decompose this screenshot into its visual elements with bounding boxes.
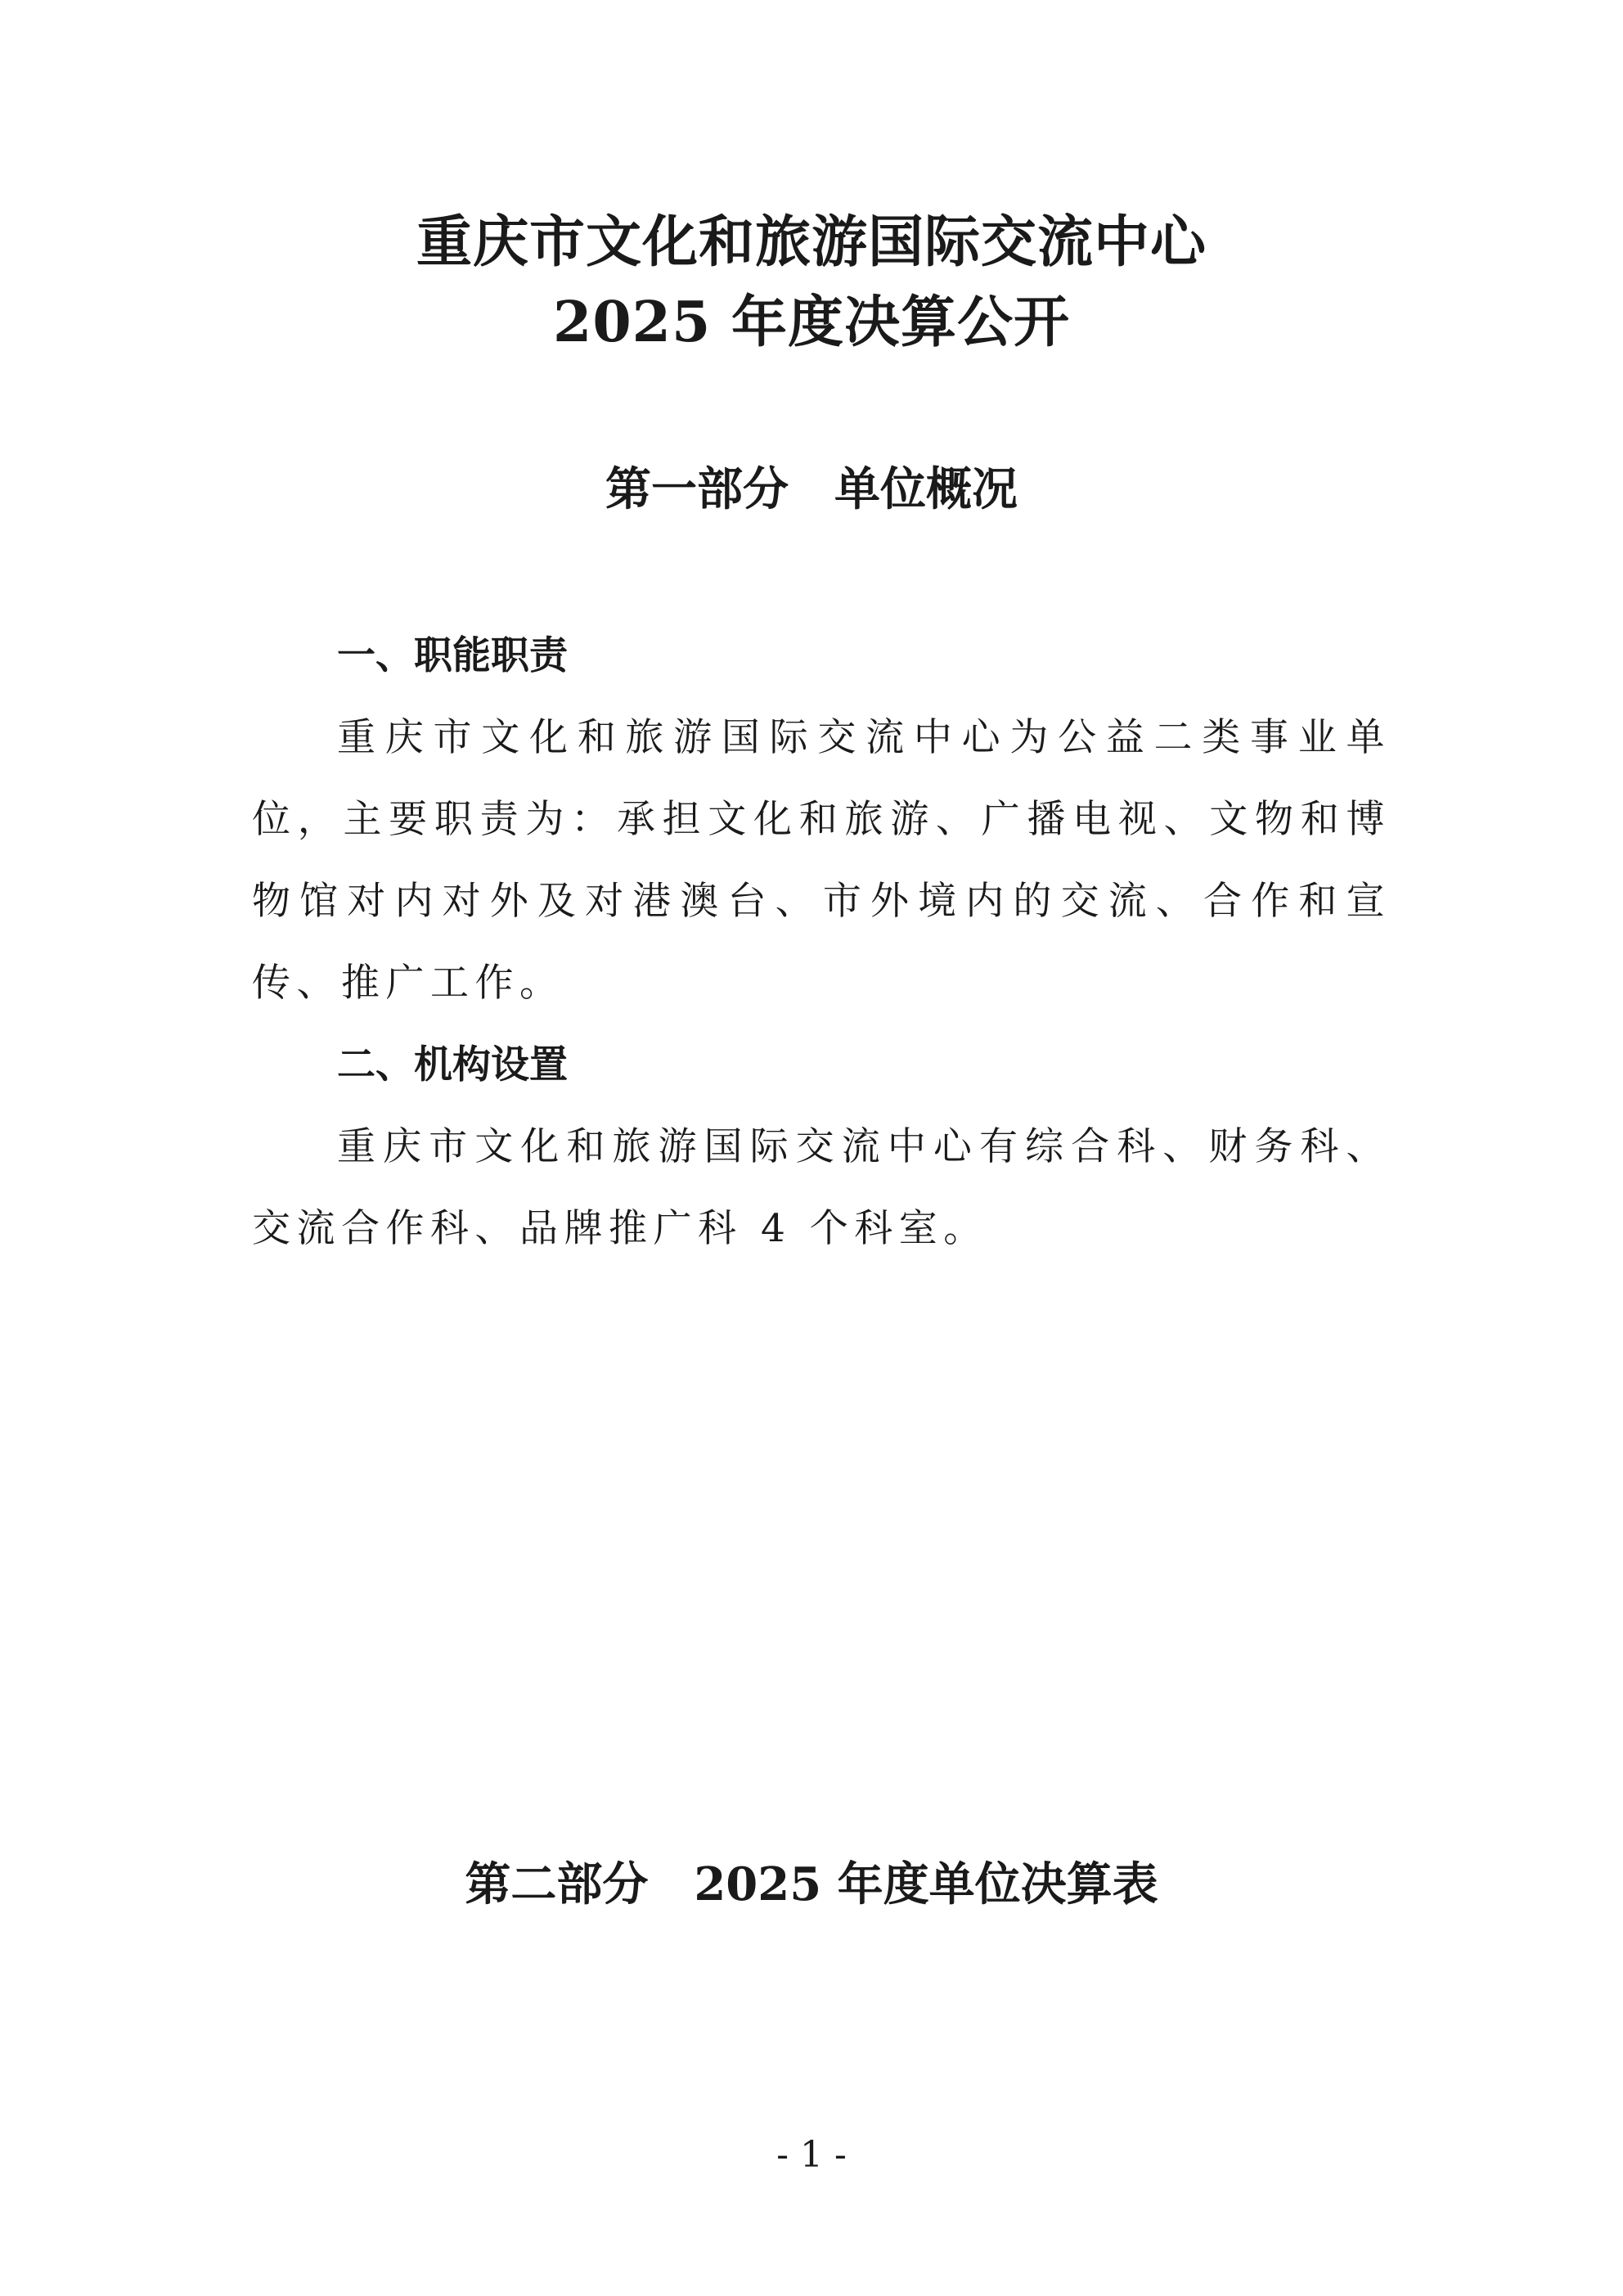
section-heading-organization: 二、机构设置 [337,1042,568,1087]
part2-title: 第二部分 2025 年度单位决算表 [465,1857,1158,1911]
page-number: - 1 - [776,2134,847,2176]
document-title: 重庆市文化和旅游国际交流中心 [416,209,1207,275]
part1-title: 第一部分 单位概况 [605,462,1018,516]
section-body-organization: 重庆市文化和旅游国际交流中心有综合科、财务科、交流合作科、品牌推广科 4 个科室。 [252,1124,1391,1251]
section-heading-functions: 一、职能职责 [337,633,568,678]
section-body-functions: 重庆市文化和旅游国际交流中心为公益二类事业单位，主要职责为：承担文化和旅游、广播电视、文物和博物馆对内对外及对港澳台、市外境内的交流、合作和宣传、推广工作。 [252,715,1391,1006]
document-subtitle: 2025 年度决算公开 [553,290,1070,355]
